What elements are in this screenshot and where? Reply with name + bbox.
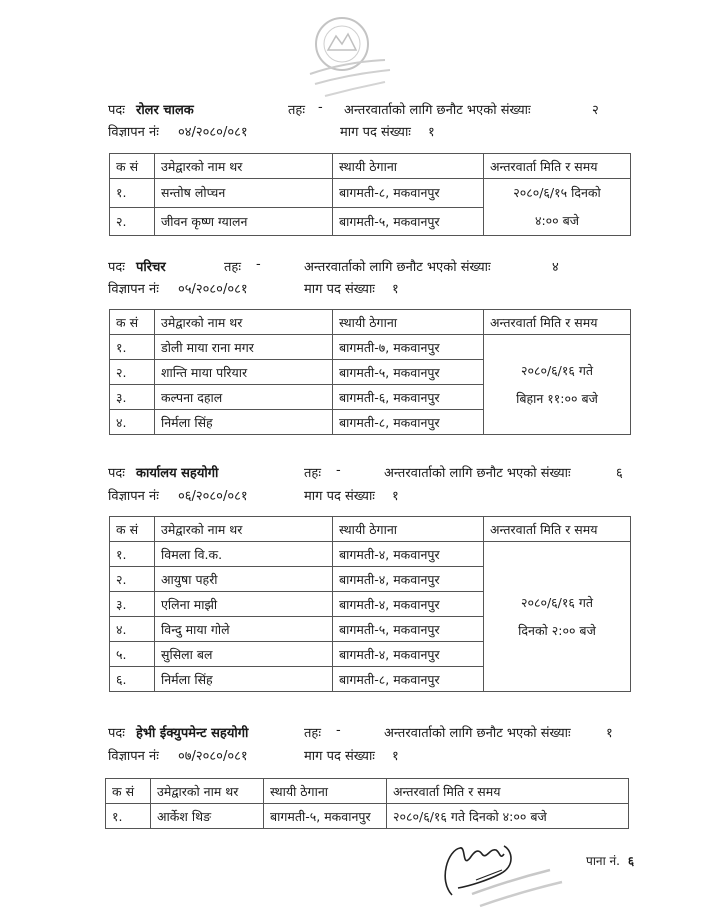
ad-label: विज्ञापन नंः (108, 749, 159, 764)
shortlisted-count: १ (606, 726, 613, 741)
section-4-ad (108, 746, 628, 764)
post-label: पदः (108, 466, 125, 481)
interview-cell (484, 542, 631, 692)
page-number (586, 852, 634, 869)
table-header-row (110, 310, 631, 335)
row-address: बागमती-५, मकवानपुर (333, 207, 484, 236)
row-sn: १. (110, 179, 155, 208)
row-sn: ४. (110, 410, 155, 435)
row-sn: ३. (110, 592, 155, 617)
row-interview: २०८०/६/१६ गते दिनको ४:०० बजे (387, 804, 629, 829)
row-name: जीवन कृष्ण ग्यालन (155, 207, 333, 236)
post-label: पदः (108, 103, 125, 118)
row-address: बागमती-८, मकवानपुर (333, 179, 484, 208)
table-header-row (110, 517, 631, 542)
post-label: पदः (108, 260, 125, 275)
header-name: उमेद्वारको नाम थर (151, 779, 264, 804)
table-header-row (106, 779, 629, 804)
row-name: निर्मला सिंह (155, 410, 333, 435)
header-address: स्थायी ठेगाना (333, 154, 484, 179)
section-2-ad (108, 279, 628, 297)
row-sn: ६. (110, 667, 155, 692)
interview-time: बिहान ११:०० बजे (516, 390, 598, 406)
ad-label: विज्ञापन नंः (108, 125, 159, 140)
page-label: पाना नं. (586, 854, 620, 868)
row-name: सन्तोष लोप्चन (155, 179, 333, 208)
row-sn: ५. (110, 642, 155, 667)
shortlisted-label: अन्तरवार्ताको लागि छनौट भएको संख्याः (344, 103, 531, 118)
row-name: शान्ति माया परियार (155, 360, 333, 385)
demand-label: माग पद संख्याः (304, 282, 375, 297)
signature-icon (430, 840, 590, 910)
level-value: - (336, 723, 341, 738)
shortlisted-count: २ (592, 103, 599, 118)
interview-date: २०८०/६/१५ दिनको (513, 185, 601, 200)
demand-label: माग पद संख्याः (340, 125, 411, 140)
level-label: तहः (304, 726, 321, 741)
table-header-row (110, 154, 631, 179)
row-address: बागमती-५, मकवानपुर (333, 617, 484, 642)
row-sn: १. (110, 542, 155, 567)
section-2-header (108, 257, 628, 275)
header-interview: अन्तरवार्ता मिति र समय (484, 310, 631, 335)
candidates-table-3 (109, 516, 631, 692)
interview-date: २०८०/६/१६ गते (520, 594, 594, 610)
demand-count: १ (392, 282, 399, 297)
row-name: निर्मला सिंह (155, 667, 333, 692)
section-3-header (108, 463, 628, 481)
post-name: रोलर चालक (136, 103, 194, 118)
level-label: तहः (304, 466, 321, 481)
row-name: आयुषा पहरी (155, 567, 333, 592)
section-1-ad (108, 122, 628, 140)
section-4-header (108, 723, 628, 741)
row-sn: २. (110, 567, 155, 592)
row-name: विमला वि.क. (155, 542, 333, 567)
municipality-seal-icon (290, 12, 410, 102)
table-row (110, 542, 631, 567)
header-sn: क सं (110, 310, 155, 335)
interview-time: दिनको २:०० बजे (518, 622, 596, 638)
demand-count: १ (392, 489, 399, 504)
level-value: - (336, 463, 341, 478)
post-name: कार्यालय सहयोगी (136, 466, 219, 481)
header-interview: अन्तरवार्ता मिति र समय (484, 154, 631, 179)
section-1-header (108, 100, 628, 118)
ad-label: विज्ञापन नंः (108, 282, 159, 297)
table-row (106, 804, 629, 829)
header-sn: क सं (110, 517, 155, 542)
row-address: बागमती-८, मकवानपुर (333, 410, 484, 435)
row-sn: ४. (110, 617, 155, 642)
row-address: बागमती-५, मकवानपुर (333, 360, 484, 385)
header-address: स्थायी ठेगाना (264, 779, 387, 804)
section-3-ad (108, 486, 628, 504)
header-name: उमेद्वारको नाम थर (155, 517, 333, 542)
post-name: परिचर (136, 260, 166, 275)
ad-number: ०६/२०८०/०८१ (178, 489, 248, 504)
header-address: स्थायी ठेगाना (333, 517, 484, 542)
demand-count: १ (392, 749, 399, 764)
header-name: उमेद्वारको नाम थर (155, 154, 333, 179)
post-label: पदः (108, 726, 125, 741)
interview-time: ४:०० बजे (534, 213, 580, 228)
level-value: - (318, 100, 323, 115)
header-sn: क सं (110, 154, 155, 179)
row-address: बागमती-८, मकवानपुर (333, 667, 484, 692)
row-sn: १. (110, 335, 155, 360)
shortlisted-label: अन्तरवार्ताको लागि छनौट भएको संख्याः (304, 260, 491, 275)
demand-label: माग पद संख्याः (304, 749, 375, 764)
interview-cell (484, 179, 631, 236)
interview-cell (484, 335, 631, 435)
row-address: बागमती-४, मकवानपुर (333, 592, 484, 617)
level-value: - (256, 257, 261, 272)
row-address: बागमती-४, मकवानपुर (333, 542, 484, 567)
row-name: एलिना माझी (155, 592, 333, 617)
row-address: बागमती-६, मकवानपुर (333, 385, 484, 410)
row-address: बागमती-५, मकवानपुर (264, 804, 387, 829)
row-address: बागमती-४, मकवानपुर (333, 642, 484, 667)
row-sn: २. (110, 207, 155, 236)
table-row (110, 335, 631, 360)
shortlisted-label: अन्तरवार्ताको लागि छनौट भएको संख्याः (384, 466, 571, 481)
header-address: स्थायी ठेगाना (333, 310, 484, 335)
header-interview: अन्तरवार्ता मिति र समय (484, 517, 631, 542)
header-sn: क सं (106, 779, 151, 804)
ad-number: ०७/२०८०/०८१ (178, 749, 248, 764)
page-number-value: ६ (627, 854, 635, 868)
demand-label: माग पद संख्याः (304, 489, 375, 504)
row-name: डोली माया राना मगर (155, 335, 333, 360)
shortlisted-count: ४ (552, 260, 559, 275)
shortlisted-count: ६ (616, 466, 623, 481)
post-name: हेभी ईक्युपमेन्ट सहयोगी (136, 726, 249, 741)
row-sn: ३. (110, 385, 155, 410)
row-address: बागमती-४, मकवानपुर (333, 567, 484, 592)
row-sn: २. (110, 360, 155, 385)
interview-date: २०८०/६/१६ गते (520, 362, 594, 378)
row-address: बागमती-७, मकवानपुर (333, 335, 484, 360)
row-sn: १. (106, 804, 151, 829)
ad-number: ०५/२०८०/०८१ (178, 282, 248, 297)
candidates-table-1 (109, 153, 631, 236)
table-row (110, 179, 631, 208)
candidates-table-2 (109, 309, 631, 435)
candidates-table-4 (105, 778, 629, 829)
demand-count: १ (428, 125, 435, 140)
shortlisted-label: अन्तरवार्ताको लागि छनौट भएको संख्याः (384, 726, 571, 741)
level-label: तहः (288, 103, 305, 118)
row-name: सुसिला बल (155, 642, 333, 667)
row-name: विन्दु माया गोले (155, 617, 333, 642)
header-interview: अन्तरवार्ता मिति र समय (387, 779, 629, 804)
level-label: तहः (224, 260, 241, 275)
header-name: उमेद्वारको नाम थर (155, 310, 333, 335)
ad-number: ०४/२०८०/०८१ (178, 125, 248, 140)
row-name: आर्केश थिङ (151, 804, 264, 829)
row-name: कल्पना दहाल (155, 385, 333, 410)
ad-label: विज्ञापन नंः (108, 489, 159, 504)
